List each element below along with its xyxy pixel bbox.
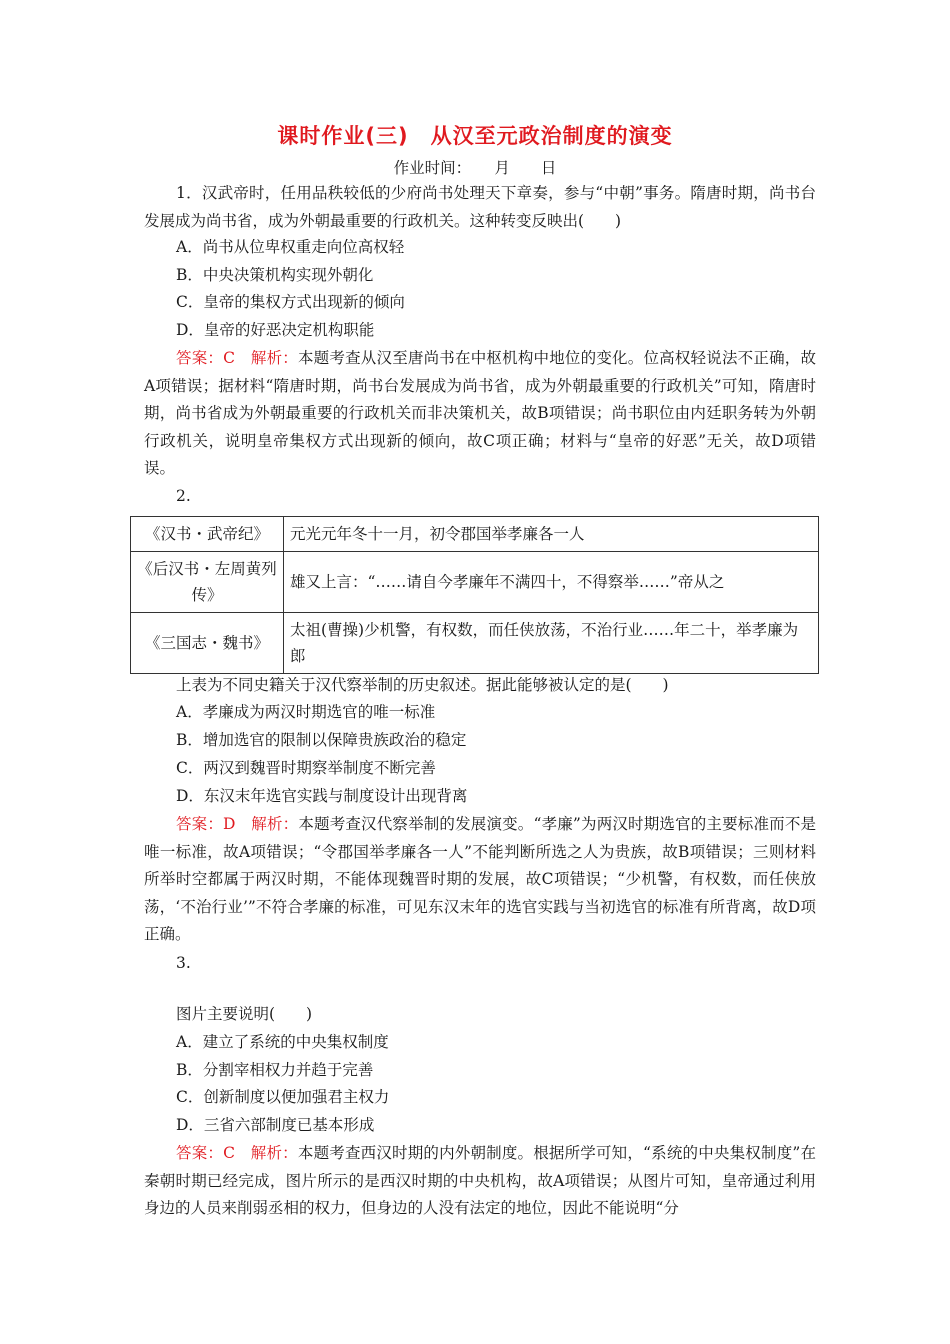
question-1-answer: [144, 345, 816, 483]
question-3-answer: [144, 1140, 816, 1223]
question-1-stem: 1．汉武帝时，任用品秩较低的少府尚书处理天下章奏，参与“中朝”事务。隋唐时期，尚书台发展成为尚书省，成为外朝最重要的行政机关。这种转变反映出( ): [144, 184, 816, 230]
answer-analysis: 本题考查从汉至唐尚书在中枢机构中地位的变化。位高权轻说法不正确，故A项错误；据材料“隋唐时期，尚书台发展成为尚书省，成为外朝最重要的行政机关”可知，隋唐时期，尚书省成为外朝最重要的行政机关而非决策机关，故B项错误；尚书职位由内廷职务转为外朝行政机关，说明皇帝集权方式出现新的倾向，故C项正确；材料与“皇帝的好恶”无关，故D项错误。: [144, 349, 816, 477]
question-2-option-d: D．东汉末年选官实践与制度设计出现背离: [176, 787, 468, 805]
quote-cell: 雄又上言：“……请自今孝廉年不满四十，不得察举……”帝从之: [284, 552, 819, 613]
answer-label: 答案：D 解析：: [176, 815, 299, 833]
homework-date: 作业时间： 月 日: [393, 159, 557, 177]
question-1-option-c: C．皇帝的集权方式出现新的倾向: [176, 293, 405, 311]
answer-analysis: 本题考查汉代察举制的发展演变。“孝廉”为两汉时期选官的主要标准而不是唯一标准，故A项错误；“令郡国举孝廉各一人”不能判断所选之人为贵族，故B项错误；三则材料所举时空都属于两汉时期，不能体现魏晋时期的发展，故C项错误；“少机警，有权数，而任侠放荡，‘不治行业’”不符合孝廉的标准，可见东汉末年的选官实践与当初选官的标准有所背离，故D项正确。: [144, 815, 816, 943]
answer-label: 答案：C 解析：: [176, 1144, 298, 1162]
question-2-number: 2.: [176, 487, 191, 505]
question-3-option-d: D．三省六部制度已基本形成: [176, 1116, 375, 1134]
question-2-answer: [144, 811, 816, 949]
source-cell: 《后汉书・左周黄列传》: [131, 552, 284, 613]
quote-cell: 太祖(曹操)少机警，有权数，而任侠放荡，不治行业……年二十，举孝廉为郎: [284, 613, 819, 674]
source-cell: 《三国志・魏书》: [131, 613, 284, 674]
question-3-option-b: B．分割宰相权力并趋于完善: [176, 1061, 374, 1079]
answer-analysis: 本题考查西汉时期的内外朝制度。根据所学可知，“系统的中央集权制度”在秦朝时期已经完成，图片所示的是西汉时期的中央机构，故A项错误；从图片可知，皇帝通过利用身边的人员来削弱丞相的权力，但身边的人没有法定的地位，因此不能说明“分: [144, 1144, 816, 1217]
question-2-option-b: B．增加选官的限制以保障贵族政治的稳定: [176, 731, 467, 749]
question-3-option-a: A．建立了系统的中央集权制度: [176, 1033, 389, 1051]
question-3-number: 3.: [176, 954, 191, 972]
source-cell: 《汉书・武帝纪》: [131, 517, 284, 552]
question-3-stem: 图片主要说明( ): [176, 1005, 313, 1023]
answer-label: 答案：C 解析：: [176, 349, 298, 367]
question-2-stem: 上表为不同史籍关于汉代察举制的历史叙述。据此能够被认定的是( ): [176, 676, 669, 694]
page-title: 课时作业(三) 从汉至元政治制度的演变: [277, 124, 673, 148]
quote-cell: 元光元年冬十一月，初令郡国举孝廉各一人: [284, 517, 819, 552]
table-row: [131, 517, 819, 552]
question-2-option-a: A．孝廉成为两汉时期选官的唯一标准: [176, 703, 436, 721]
history-sources-table: [130, 516, 819, 674]
question-3-option-c: C．创新制度以便加强君主权力: [176, 1088, 390, 1106]
table-row: [131, 613, 819, 674]
question-1-option-a: A．尚书从位卑权重走向位高权轻: [176, 238, 405, 256]
question-2-option-c: C．两汉到魏晋时期察举制度不断完善: [176, 759, 436, 777]
question-1-option-d: D．皇帝的好恶决定机构职能: [176, 321, 375, 339]
question-1-option-b: B．中央决策机构实现外朝化: [176, 266, 374, 284]
table-row: [131, 552, 819, 613]
